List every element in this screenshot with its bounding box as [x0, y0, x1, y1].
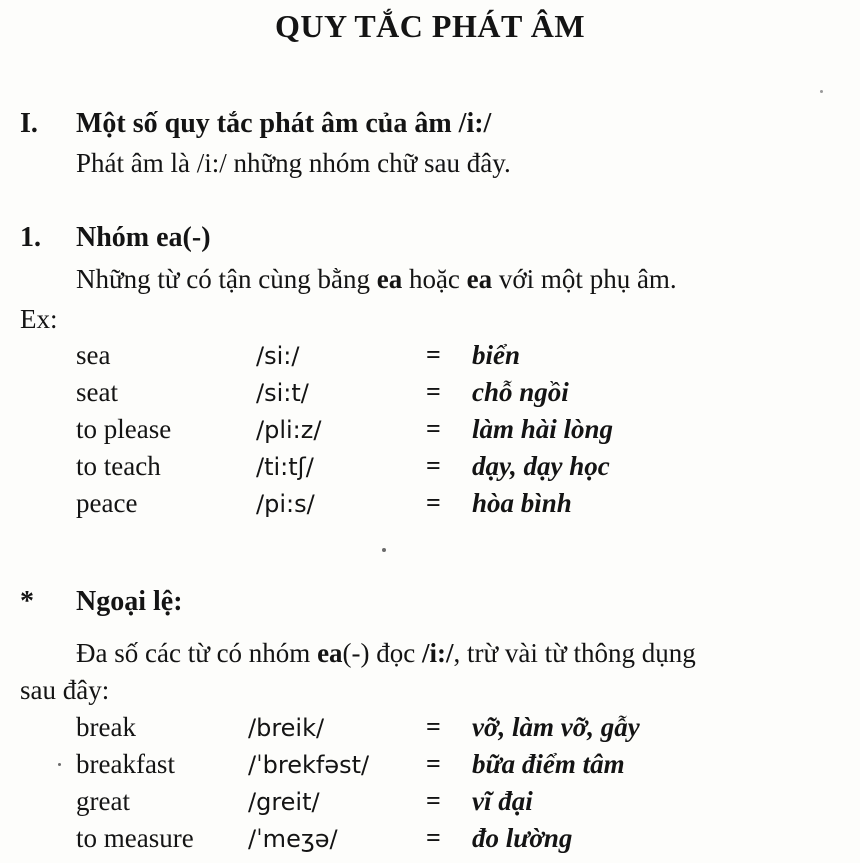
example-equals: = [426, 488, 441, 517]
group-heading: Nhóm ea(-) [76, 222, 211, 253]
exc-text-2: (-) đọc [342, 638, 423, 668]
example-equals: = [426, 414, 441, 443]
exc-text-1: Đa số các từ có nhóm [76, 638, 318, 668]
example-word: sea [76, 340, 111, 370]
desc-text-2: hoặc [402, 264, 467, 294]
group-number: 1. [20, 222, 41, 253]
exception-word: breakfast [76, 749, 175, 779]
example-meaning: biển [472, 340, 521, 370]
example-word: seat [76, 377, 118, 407]
exception-equals: = [426, 786, 441, 815]
example-ipa: /pli:z/ [256, 416, 322, 444]
bullet-marker: * [20, 586, 34, 617]
scan-speck [820, 90, 823, 93]
example-ipa: /ti:tʃ/ [256, 453, 314, 481]
desc-text-3: với một phụ âm. [492, 264, 677, 294]
exception-ipa: /ˈbrekfəst/ [248, 751, 370, 779]
example-equals: = [426, 340, 441, 369]
example-word: to teach [76, 451, 161, 481]
section-number: I. [20, 108, 38, 139]
exc-bold-2: /i:/ [422, 638, 454, 668]
page-title: QUY TẮC PHÁT ÂM [274, 8, 586, 44]
exceptions-text [76, 638, 696, 669]
exception-word: to measure [76, 823, 194, 853]
example-ipa: /pi:s/ [256, 490, 315, 518]
exception-meaning: bữa điểm tâm [472, 749, 625, 779]
exception-equals: = [426, 712, 441, 741]
exception-equals: = [426, 823, 441, 852]
exception-word: break [76, 712, 136, 742]
scan-speck [382, 548, 386, 552]
example-meaning: làm hài lòng [472, 414, 614, 444]
desc-bold-1: ea [376, 264, 403, 294]
group-description [76, 264, 677, 295]
desc-bold-2: ea [466, 264, 493, 294]
exceptions-text-cont: sau đây: [20, 675, 110, 705]
scan-speck [58, 763, 61, 766]
exc-bold-1: ea [317, 638, 343, 668]
exception-meaning: vỡ, làm vỡ, gẫy [472, 712, 640, 742]
example-equals: = [426, 377, 441, 406]
example-meaning: dạy, dạy học [472, 451, 610, 481]
exception-meaning: đo lường [472, 823, 573, 853]
ex-label: Ex: [20, 304, 58, 334]
exceptions-heading: Ngoại lệ: [76, 586, 183, 617]
example-ipa: /si:/ [256, 342, 300, 370]
exception-word: great [76, 786, 130, 816]
example-word: to please [76, 414, 172, 444]
example-ipa: /si:t/ [256, 379, 309, 407]
exception-equals: = [426, 749, 441, 778]
exception-meaning: vĩ đại [472, 786, 533, 816]
example-equals: = [426, 451, 441, 480]
example-meaning: hòa bình [472, 488, 572, 518]
exc-text-3: , trừ vài từ thông dụng [453, 638, 696, 668]
exception-ipa: /greit/ [248, 788, 320, 816]
exception-ipa: /breik/ [248, 714, 325, 742]
section-intro: Phát âm là /i:/ những nhóm chữ sau đây. [76, 148, 511, 178]
section-heading: Một số quy tắc phát âm của âm /i:/ [76, 108, 492, 139]
exception-ipa: /ˈmeʒə/ [248, 825, 338, 853]
desc-text-1: Những từ có tận cùng bằng [76, 264, 377, 294]
example-meaning: chỗ ngồi [472, 377, 569, 407]
example-word: peace [76, 488, 138, 518]
